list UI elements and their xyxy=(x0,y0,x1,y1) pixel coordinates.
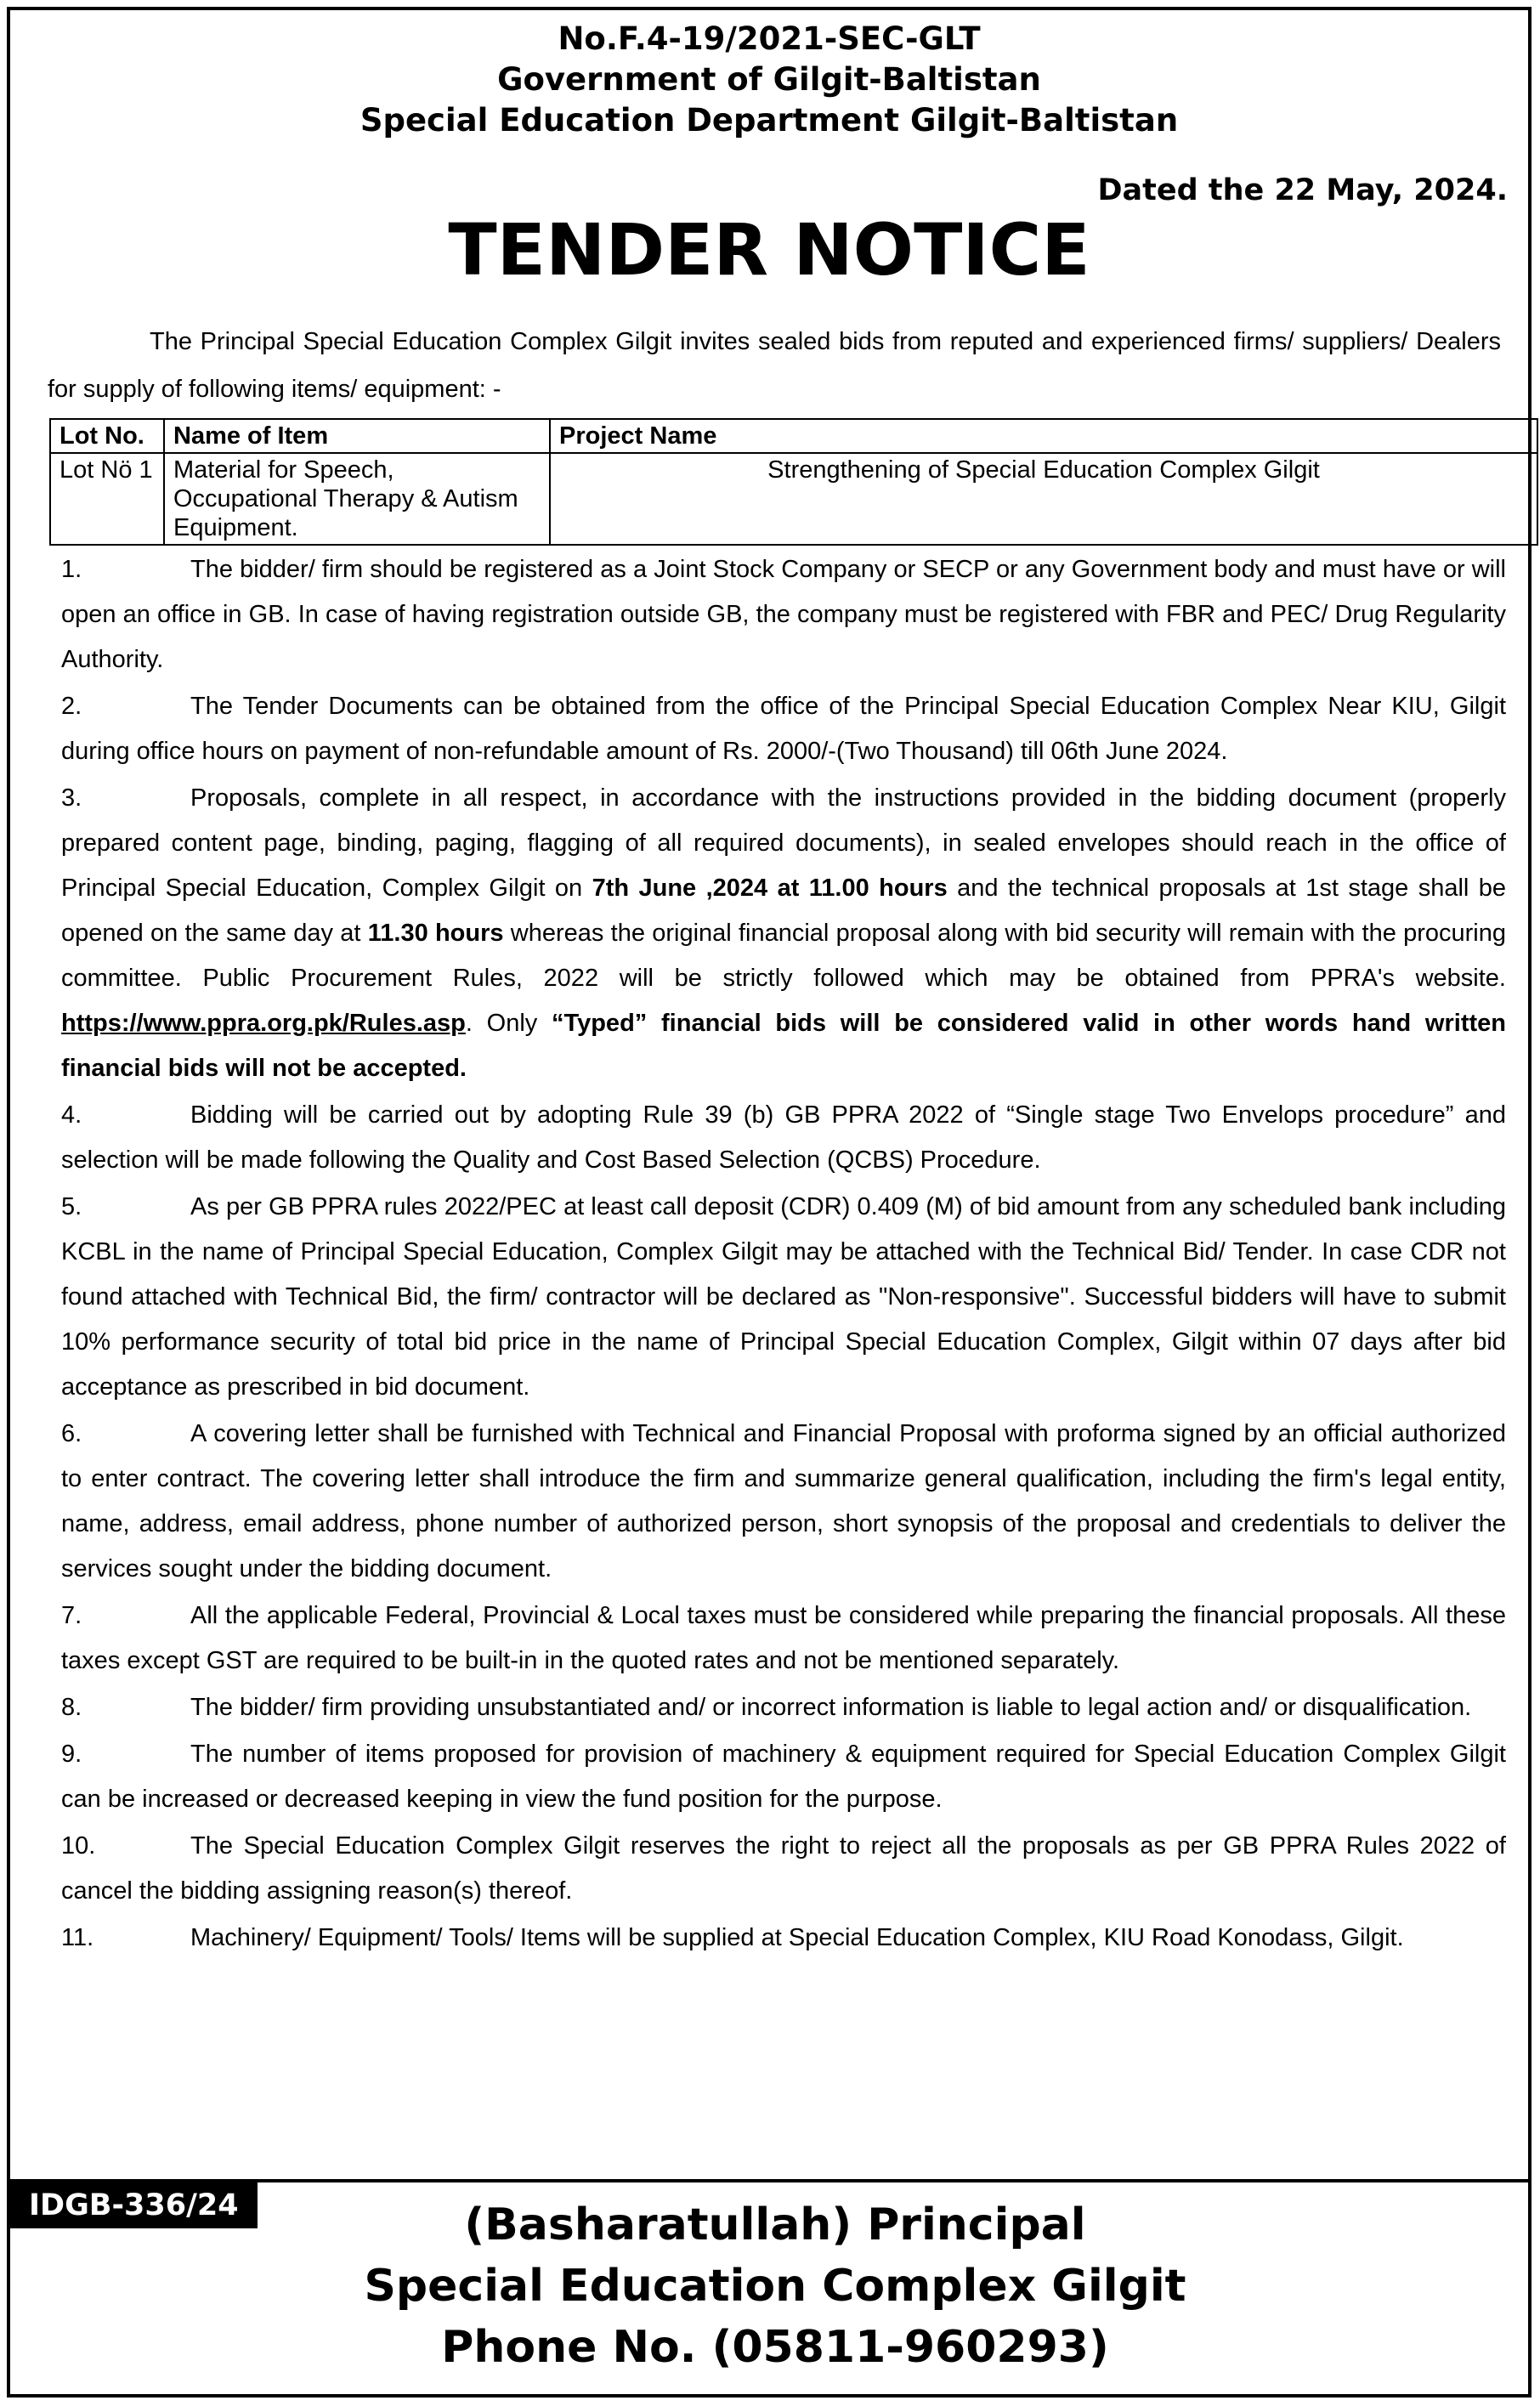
clause-number: 2. xyxy=(61,693,82,720)
signature-block xyxy=(163,2194,1387,2378)
clause-number: 5. xyxy=(61,1193,82,1220)
clause-text-bold: “Typed” financial bids will be considered valid in other words hand written financial bids will not be accepted. xyxy=(61,1010,1506,1082)
clauses-list xyxy=(61,547,1506,1962)
intro-paragraph xyxy=(48,318,1501,413)
column-header: Name of Item xyxy=(164,419,550,453)
signatory-phone: Phone No. (05811-960293) xyxy=(441,2322,1109,2373)
column-header: Lot No. xyxy=(50,419,164,453)
table-cell-lot: Lot Nö 1 xyxy=(50,453,164,545)
clause-number: 10. xyxy=(61,1832,96,1860)
clause-9 xyxy=(61,1732,1506,1822)
table-cell-project: Strengthening of Special Education Complex Gilgit xyxy=(550,453,1537,545)
clause-number: 4. xyxy=(61,1101,82,1129)
clause-text: . Only xyxy=(465,1010,552,1037)
clause-4 xyxy=(61,1093,1506,1183)
clause-number: 8. xyxy=(61,1694,82,1721)
clause-text: The Tender Documents can be obtained from the office of the Principal Special Education Complex Near KIU, Gilgit during office hours on payment of non-refundable amount of Rs. 2000/-(Two Thousand) till 06th June 2024. xyxy=(61,693,1506,765)
clause-number: 1. xyxy=(61,556,82,583)
clause-3 xyxy=(61,776,1506,1091)
intro-text: The Principal Special Education Complex Gilgit invites sealed bids from reputed and experienced firms/ suppliers/ Dealers for supply of following items/ equipment: - xyxy=(48,328,1501,403)
government-heading: Government of Gilgit-Baltistan xyxy=(497,61,1041,98)
clause-6 xyxy=(61,1412,1506,1592)
clause-10 xyxy=(61,1824,1506,1914)
clause-1 xyxy=(61,547,1506,682)
clause-text: Proposals, complete in all respect, in accordance with the instructions provided in the bidding document (properly prepared content page, binding, paging, flagging of all required documents), in sealed envelopes should reach in the office of Principal Special Education, Complex Gilgit on xyxy=(61,784,1506,902)
clause-number: 3. xyxy=(61,784,82,812)
clause-text: whereas the original financial proposal along with bid security will remain with the procuring committee. Public Procurement Rules, 2022 will be strictly followed which may be obtained from PPRA's website. xyxy=(61,920,1507,992)
clause-number: 7. xyxy=(61,1602,82,1629)
clause-text: Bidding will be carried out by adopting Rule 39 (b) GB PPRA 2022 of “Single stage Two Envelops procedure” and selection will be made following the Quality and Cost Based Selection (QCBS) Procedure. xyxy=(61,1101,1506,1174)
department-heading: Special Education Department Gilgit-Baltistan xyxy=(360,102,1179,139)
clause-text: and the technical proposals at 1st stage shall be opened on the same day at xyxy=(61,875,1507,947)
clause-text: The bidder/ firm should be registered as a Joint Stock Company or SECP or any Government body and must have or will open an office in GB. In case of having registration outside GB, the company must be registered with FBR and PEC/ Drug Regularity Authority. xyxy=(61,556,1506,673)
clause-text: The bidder/ firm providing unsubstantiated and/ or incorrect information is liable to legal action and/ or disqualification. xyxy=(190,1694,1472,1721)
lots-table xyxy=(49,418,1538,546)
signatory-office: Special Education Complex Gilgit xyxy=(364,2261,1186,2312)
clause-text: Machinery/ Equipment/ Tools/ Items will be supplied at Special Education Complex, KIU Road Konodass, Gilgit. xyxy=(190,1924,1404,1951)
clause-text: The Special Education Complex Gilgit reserves the right to reject all the proposals as per GB PPRA Rules 2022 of cancel the bidding assigning reason(s) thereof. xyxy=(61,1832,1506,1905)
column-header: Project Name xyxy=(550,419,1537,453)
clause-text: All the applicable Federal, Provincial & Local taxes must be considered while preparing the financial proposals. All these taxes except GST are required to be built-in in the quoted rates and not be mentioned separately. xyxy=(61,1602,1506,1674)
clause-number: 11. xyxy=(61,1924,94,1951)
clause-number: 6. xyxy=(61,1420,82,1447)
clause-text: As per GB PPRA rules 2022/PEC at least call deposit (CDR) 0.409 (M) of bid amount from any scheduled bank including KCBL in the name of Principal Special Education, Complex Gilgit may be attached with the Technical Bid/ Tender. In case CDR not found attached with Technical Bid, the firm/ contractor will be declared as "Non-responsive". Successful bidders will have to submit 10% performance security of total bid price in the name of Principal Special Education Complex, Gilgit within 07 days after bid acceptance as prescribed in bid document. xyxy=(61,1193,1506,1401)
clause-11 xyxy=(61,1916,1506,1961)
notice-date: Dated the 22 May, 2024. xyxy=(1097,173,1508,207)
ppra-rules-link[interactable]: https://www.ppra.org.pk/Rules.asp xyxy=(61,1010,466,1037)
reference-number: No.F.4-19/2021-SEC-GLT xyxy=(558,20,981,57)
clause-5 xyxy=(61,1185,1506,1410)
clause-text-bold: 7th June ,2024 at 11.00 hours xyxy=(592,875,948,902)
clause-text: A covering letter shall be furnished with Technical and Financial Proposal with proforma signed by an official authorized to enter contract. The covering letter shall introduce the firm and summarize general qualification, including the firm's legal entity, name, address, email address, phone number of authorized person, short synopsis of the proposal and credentials to deliver the services sought under the bidding document. xyxy=(61,1420,1506,1582)
clause-text-bold: 11.30 hours xyxy=(367,920,504,947)
signatory-name: (Basharatullah) Principal xyxy=(464,2199,1086,2250)
clause-2 xyxy=(61,684,1506,774)
table-header-row xyxy=(50,419,1537,453)
clause-7 xyxy=(61,1594,1506,1684)
idgb-code-badge: IDGB-336/24 xyxy=(10,2182,258,2228)
clause-8 xyxy=(61,1685,1506,1730)
clause-number: 9. xyxy=(61,1741,82,1768)
clause-text: The number of items proposed for provision of machinery & equipment required for Special Education Complex Gilgit can be increased or decreased keeping in view the fund position for the purpose. xyxy=(61,1741,1506,1813)
page-title: TENDER NOTICE xyxy=(448,208,1090,292)
table-cell-item: Material for Speech, Occupational Therapy & Autism Equipment. xyxy=(164,453,550,545)
table-row xyxy=(50,453,1537,545)
tender-notice-page xyxy=(7,7,1532,2398)
